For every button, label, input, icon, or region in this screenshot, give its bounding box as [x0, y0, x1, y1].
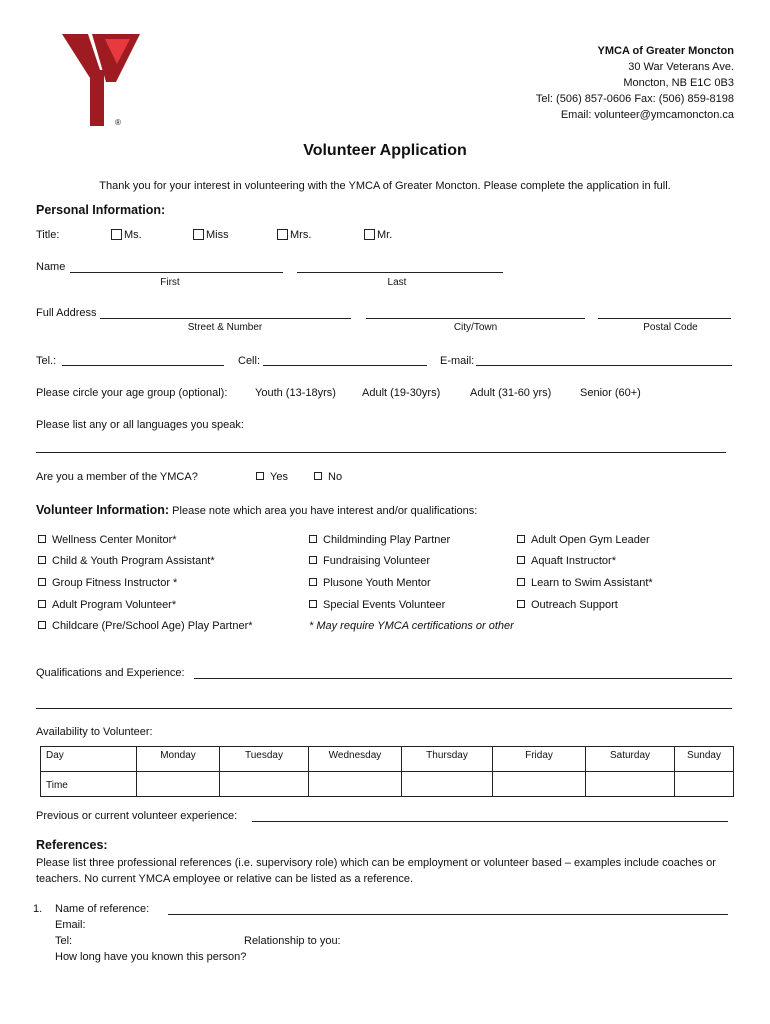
- reference-number: 1.: [33, 903, 43, 915]
- certification-note: * May require YMCA certifications or other: [309, 620, 514, 632]
- volunteer-heading-row: [36, 503, 477, 517]
- wednesday-header: Wednesday: [309, 747, 402, 772]
- volunteer-subheading: Please note which area you have interest and/or qualifications:: [172, 505, 478, 517]
- previous-experience-field[interactable]: [252, 821, 728, 822]
- cell-field[interactable]: [263, 365, 427, 366]
- reference-relationship-label: Relationship to you:: [244, 935, 341, 947]
- reference-how-long-label: How long have you known this person?: [55, 951, 247, 963]
- monday-time-cell[interactable]: [137, 772, 220, 797]
- qualifications-label: Qualifications and Experience:: [36, 667, 185, 679]
- registered-mark: ®: [115, 118, 121, 127]
- first-name-caption: First: [160, 277, 180, 288]
- checkbox-icon[interactable]: [517, 535, 525, 543]
- tel-label: Tel.:: [36, 355, 57, 367]
- time-row-label: Time: [41, 772, 137, 797]
- volunteer-option[interactable]: Adult Open Gym Leader: [517, 534, 650, 546]
- tuesday-time-cell[interactable]: [220, 772, 309, 797]
- volunteer-option[interactable]: Wellness Center Monitor*: [38, 534, 177, 546]
- age-option-youth[interactable]: Youth (13-18yrs): [255, 387, 336, 399]
- reference-name-field[interactable]: [168, 914, 728, 915]
- thursday-time-cell[interactable]: [402, 772, 493, 797]
- volunteer-option[interactable]: Group Fitness Instructor *: [38, 577, 177, 589]
- age-option-adult-31-60[interactable]: Adult (31-60 yrs): [470, 387, 552, 399]
- checkbox-icon[interactable]: [517, 556, 525, 564]
- city-field[interactable]: [366, 318, 585, 319]
- checkbox-icon[interactable]: [517, 600, 525, 608]
- wednesday-time-cell[interactable]: [309, 772, 402, 797]
- saturday-time-cell[interactable]: [586, 772, 675, 797]
- reference-name-label: Name of reference:: [55, 903, 150, 915]
- table-row: [41, 772, 734, 797]
- org-city: Moncton, NB E1C 0B3: [623, 77, 734, 89]
- day-header: Day: [41, 747, 137, 772]
- personal-heading: Personal Information:: [36, 203, 166, 217]
- previous-experience-label: Previous or current volunteer experience:: [36, 810, 238, 822]
- checkbox-icon[interactable]: [111, 229, 122, 240]
- org-email: Email: volunteer@ymcamoncton.ca: [560, 109, 734, 121]
- checkbox-icon[interactable]: [38, 600, 46, 608]
- reference-email-label: Email:: [55, 919, 86, 931]
- city-caption: City/Town: [453, 322, 498, 333]
- checkbox-icon[interactable]: [38, 621, 46, 629]
- volunteer-option[interactable]: Child & Youth Program Assistant*: [38, 555, 215, 567]
- sunday-time-cell[interactable]: [675, 772, 734, 797]
- ymca-logo-icon: [60, 30, 145, 130]
- postal-field[interactable]: [598, 318, 731, 319]
- volunteer-option[interactable]: Adult Program Volunteer*: [38, 599, 176, 611]
- saturday-header: Saturday: [586, 747, 675, 772]
- qualifications-field-2[interactable]: [36, 708, 732, 709]
- volunteer-option[interactable]: Special Events Volunteer: [309, 599, 445, 611]
- member-yes-option[interactable]: Yes: [256, 471, 288, 483]
- references-heading: References:: [36, 838, 108, 852]
- volunteer-option[interactable]: Childminding Play Partner: [309, 534, 450, 546]
- title-option-mr[interactable]: Mr.: [364, 229, 392, 241]
- checkbox-icon[interactable]: [193, 229, 204, 240]
- thursday-header: Thursday: [402, 747, 493, 772]
- street-field[interactable]: [100, 318, 351, 319]
- age-option-senior[interactable]: Senior (60+): [580, 387, 641, 399]
- last-name-field[interactable]: [297, 272, 503, 273]
- volunteer-option[interactable]: Aquaft Instructor*: [517, 555, 616, 567]
- checkbox-icon[interactable]: [38, 556, 46, 564]
- reference-tel-label: Tel:: [55, 935, 73, 947]
- volunteer-option[interactable]: Childcare (Pre/School Age) Play Partner*: [38, 620, 253, 632]
- cell-label: Cell:: [238, 355, 261, 367]
- languages-label: Please list any or all languages you speak:: [36, 419, 244, 431]
- tel-field[interactable]: [62, 365, 224, 366]
- member-label: Are you a member of the YMCA?: [36, 471, 198, 483]
- age-group-label: Please circle your age group (optional):: [36, 387, 228, 399]
- page-title: Volunteer Application: [303, 142, 467, 159]
- checkbox-icon[interactable]: [309, 578, 317, 586]
- volunteer-heading: Volunteer Information:: [36, 503, 170, 517]
- sunday-header: Sunday: [675, 747, 734, 772]
- title-label: Title:: [36, 229, 60, 241]
- name-label: Name: [36, 261, 66, 273]
- intro-text: Thank you for your interest in volunteering with the YMCA of Greater Moncton. Please complete the application in full.: [99, 180, 671, 192]
- availability-label: Availability to Volunteer:: [36, 726, 153, 738]
- first-name-field[interactable]: [70, 272, 283, 273]
- checkbox-icon[interactable]: [517, 578, 525, 586]
- volunteer-option[interactable]: Fundraising Volunteer: [309, 555, 430, 567]
- checkbox-icon[interactable]: [309, 535, 317, 543]
- street-caption: Street & Number: [187, 322, 263, 333]
- checkbox-icon[interactable]: [38, 578, 46, 586]
- friday-time-cell[interactable]: [493, 772, 586, 797]
- availability-table: [40, 746, 734, 797]
- org-address: 30 War Veterans Ave.: [628, 61, 734, 73]
- checkbox-icon[interactable]: [256, 472, 264, 480]
- volunteer-option[interactable]: Plusone Youth Mentor: [309, 577, 431, 589]
- checkbox-icon[interactable]: [309, 600, 317, 608]
- references-description: Please list three professional references (i.e. supervisory role) which can be employment or volunteer based – examples include coaches or teachers. No current YMCA employee or relative can be listed as a reference.: [36, 857, 716, 885]
- checkbox-icon[interactable]: [314, 472, 322, 480]
- ymca-logo: [60, 30, 145, 130]
- table-row: [41, 747, 734, 772]
- monday-header: Monday: [137, 747, 220, 772]
- address-label: Full Address: [36, 307, 97, 319]
- volunteer-option[interactable]: Outreach Support: [517, 599, 618, 611]
- checkbox-icon[interactable]: [38, 535, 46, 543]
- checkbox-icon[interactable]: [364, 229, 375, 240]
- member-no-option[interactable]: No: [314, 471, 342, 483]
- email-field[interactable]: [476, 365, 732, 366]
- title-option-mrs[interactable]: Mrs.: [277, 229, 311, 241]
- org-name: YMCA of Greater Moncton: [597, 45, 734, 57]
- checkbox-icon[interactable]: [309, 556, 317, 564]
- title-option-ms[interactable]: Ms.: [111, 229, 142, 241]
- tuesday-header: Tuesday: [220, 747, 309, 772]
- qualifications-field[interactable]: [194, 678, 732, 679]
- friday-header: Friday: [493, 747, 586, 772]
- age-option-adult-19-30[interactable]: Adult (19-30yrs): [362, 387, 441, 399]
- last-name-caption: Last: [387, 277, 407, 288]
- postal-caption: Postal Code: [643, 322, 698, 333]
- checkbox-icon[interactable]: [277, 229, 288, 240]
- volunteer-option[interactable]: Learn to Swim Assistant*: [517, 577, 653, 589]
- languages-field[interactable]: [36, 452, 726, 453]
- org-phone-fax: Tel: (506) 857-0606 Fax: (506) 859-8198: [535, 93, 734, 105]
- title-option-miss[interactable]: Miss: [193, 229, 229, 241]
- email-label: E-mail:: [440, 355, 475, 367]
